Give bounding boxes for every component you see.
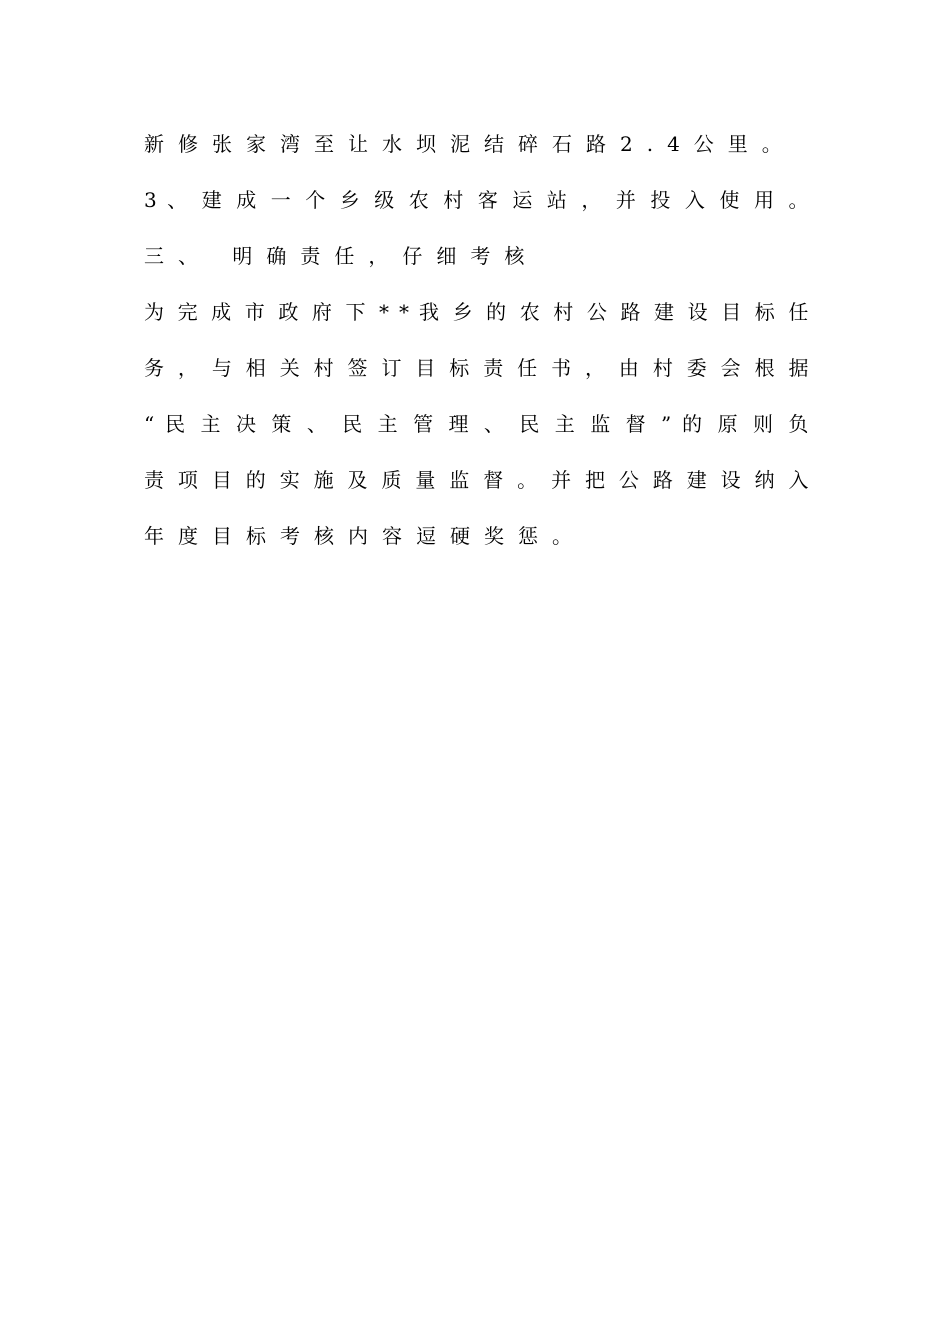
text-line-bus-station: 3 、 建 成 一 个 乡 级 农 村 客 运 站 ， 并 投 入 使 用 。 [144,188,809,212]
section-heading-responsibility: 三、 明确责任，仔细考核 [144,244,539,268]
paragraph-line-5: 年度目标考核内容逗硬奖惩。 [144,524,586,548]
paragraph-line-4: 责 项 目 的 实 施 及 质 量 监 督 。 并 把 公 路 建 设 纳 入 [144,468,809,492]
paragraph-line-2: 务 ， 与 相 关 村 签 订 目 标 责 任 书 ， 由 村 委 会 根 据 [144,356,809,380]
paragraph-line-1: 为 完 成 市 政 府 下 * * 我 乡 的 农 村 公 路 建 设 目 标 任 [144,300,809,324]
text-line-road-repair: 新修张家湾至让水坝泥结碎石路2.4公里。 [144,132,796,156]
paragraph-line-3: “ 民 主 决 策 、 民 主 管 理 、 民 主 监 督 ” 的 原 则 负 [144,412,809,436]
